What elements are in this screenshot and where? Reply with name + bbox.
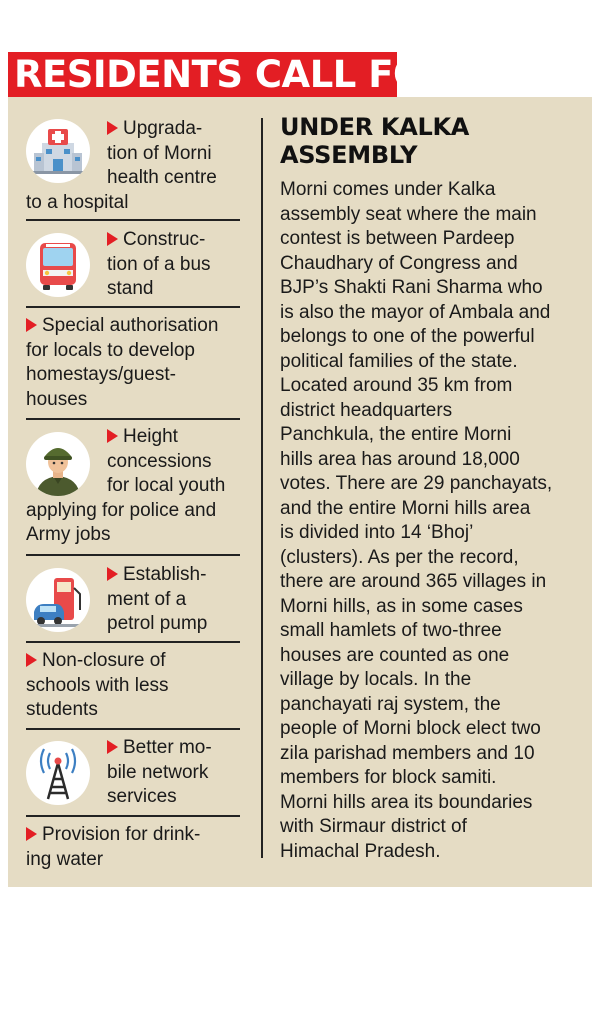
divider <box>26 306 240 308</box>
article-body-line: political families of the state. <box>280 350 518 372</box>
column-divider <box>261 118 263 858</box>
divider <box>26 219 240 221</box>
demand-line: schools with less <box>26 674 169 696</box>
article-body-line: is divided into 14 ‘Bhoj’ <box>280 522 474 543</box>
demand-line: for local youth <box>107 475 226 496</box>
demand-line: services <box>107 786 177 807</box>
article-body-line: Chaudhary of Congress and <box>280 252 518 274</box>
article-body-line: panchayati raj system, the <box>280 693 501 715</box>
demand-item-hospital <box>26 117 240 215</box>
article-body-line: Morni hills, as in some cases <box>280 595 523 617</box>
bullet-arrow-icon <box>107 121 118 135</box>
demand-item-schools <box>26 649 240 723</box>
demand-line: Better mo- <box>123 737 212 758</box>
article-body-line: zila parishad members and 10 <box>280 742 535 764</box>
article-title <box>280 113 570 169</box>
demand-line: for locals to develop <box>26 339 195 361</box>
demand-line: Non-closure of <box>42 650 166 671</box>
demand-line: tion of a bus <box>107 253 211 275</box>
article-body-line: Morni hills area its boundaries <box>280 791 533 813</box>
article-body-line: votes. There are 29 panchayats, <box>280 473 553 494</box>
article-body-line: Himachal Pradesh. <box>280 840 441 862</box>
article-body <box>280 178 580 864</box>
demand-line: ment of a <box>107 588 187 610</box>
bullet-arrow-icon <box>26 827 37 841</box>
divider <box>26 815 240 817</box>
demand-item-mobile-network <box>26 736 240 810</box>
article-body-line: members for block samiti. <box>280 767 497 788</box>
article-body-line: with Sirmaur district of <box>280 816 467 837</box>
demand-line: health centre <box>107 167 217 188</box>
bullet-arrow-icon <box>26 318 37 332</box>
article-body-line: belongs to one of the powerful <box>280 326 535 347</box>
demand-line: petrol pump <box>107 613 208 634</box>
demand-item-drinking-water <box>26 823 240 872</box>
article-body-line: houses are counted as one <box>280 644 510 666</box>
article-body-line: people of Morni block elect two <box>280 718 541 739</box>
demand-line: applying for police and <box>26 499 217 521</box>
demand-line: stand <box>107 278 154 299</box>
demand-item-bus-stand <box>26 228 240 302</box>
article-body-line: and the entire Morni hills area <box>280 497 531 519</box>
article-body-line: hills area has around 18,000 <box>280 448 520 470</box>
demand-line: students <box>26 699 98 720</box>
banner-title: RESIDENTS CALL FOR <box>8 52 397 97</box>
demand-line: Height <box>123 426 178 447</box>
article-title-line: ASSEMBLY <box>280 141 418 169</box>
divider <box>26 554 240 556</box>
demand-line: Upgrada- <box>123 118 203 139</box>
article-body-line: there are around 365 villages in <box>280 571 547 592</box>
demand-line: Establish- <box>123 564 207 585</box>
article-body-line: (clusters). As per the record, <box>280 546 519 568</box>
demand-line: Special authorisation <box>42 315 219 336</box>
article-body-line: assembly seat where the main <box>280 203 537 225</box>
bullet-arrow-icon <box>107 232 118 246</box>
article-body-line: district headquarters <box>280 399 453 421</box>
demand-line: Construc- <box>123 229 206 250</box>
article-title-line: UNDER KALKA <box>280 113 470 141</box>
demand-item-height-concessions <box>26 425 240 548</box>
bullet-arrow-icon <box>107 567 118 581</box>
article-body-line: village by locals. In the <box>280 669 472 690</box>
demand-line: Provision for drink- <box>42 824 201 845</box>
article-body-line: is also the mayor of Ambala and <box>280 301 551 323</box>
demand-line: to a hospital <box>26 191 129 213</box>
article-body-line: BJP’s Shakti Rani Sharma who <box>280 277 543 298</box>
demand-line: homestays/guest- <box>26 364 176 385</box>
demand-line: tion of Morni <box>107 142 212 164</box>
divider <box>26 728 240 730</box>
demand-line: Army jobs <box>26 524 111 545</box>
demand-line: bile network <box>107 761 209 783</box>
demand-item-homestays <box>26 314 240 412</box>
article-body-line: small hamlets of two-three <box>280 620 502 641</box>
demand-line: ing water <box>26 848 104 870</box>
divider <box>26 641 240 643</box>
bullet-arrow-icon <box>107 740 118 754</box>
article-body-line: Panchkula, the entire Morni <box>280 424 512 445</box>
demand-line: concessions <box>107 450 212 472</box>
article-body-line: Morni comes under Kalka <box>280 179 496 200</box>
bullet-arrow-icon <box>26 653 37 667</box>
bullet-arrow-icon <box>107 429 118 443</box>
article-body-line: Located around 35 km from <box>280 375 513 396</box>
demand-line: houses <box>26 388 88 410</box>
article-body-line: contest is between Pardeep <box>280 228 515 249</box>
divider <box>26 418 240 420</box>
demand-item-petrol-pump <box>26 563 240 637</box>
